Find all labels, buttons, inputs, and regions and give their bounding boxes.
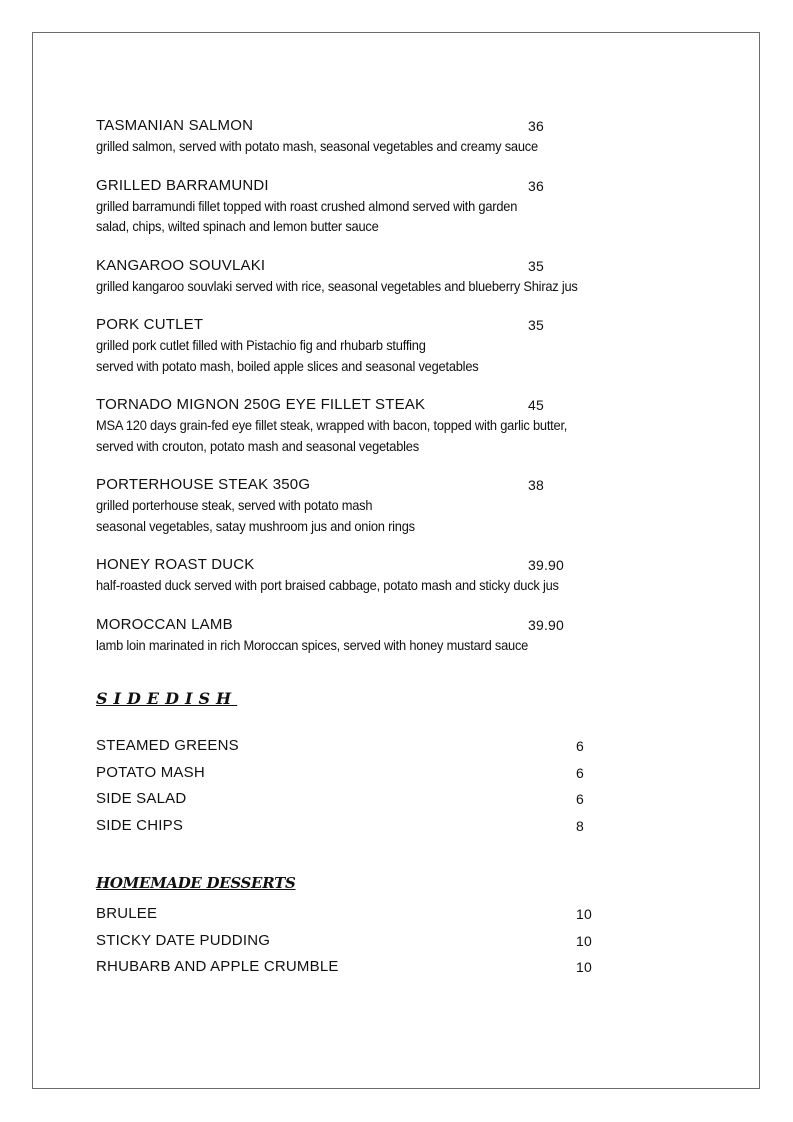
- dish-header: [96, 176, 736, 196]
- dish-name: TORNADO MIGNON 250G EYE FILLET STEAK: [96, 396, 426, 413]
- dish-header: [96, 615, 736, 635]
- dish-price: 39.90: [528, 557, 565, 573]
- dish-item: [96, 176, 736, 237]
- dish-description: [96, 635, 736, 656]
- item-price: 10: [576, 906, 592, 922]
- dish-description-line: served with crouton, potato mash and seasonal vegetables: [96, 437, 419, 454]
- dish-description-line: salad, chips, wilted spinach and lemon butter sauce: [96, 218, 379, 234]
- item-price: 10: [576, 959, 592, 976]
- dish-item: [96, 116, 736, 157]
- item-price: 8: [576, 818, 584, 835]
- dish-name: MOROCCAN LAMB: [96, 615, 233, 633]
- desserts-section-title: HOMEMADE DESSERTS: [96, 874, 296, 892]
- item-name: POTATO MASH: [96, 763, 205, 781]
- item-name: STEAMED GREENS: [96, 737, 239, 754]
- list-item: [96, 904, 616, 931]
- list-item: [96, 789, 616, 816]
- list-item: [96, 957, 616, 984]
- dish-price: 35: [528, 257, 544, 274]
- dish-price: 45: [528, 397, 544, 413]
- item-price: 6: [576, 738, 584, 754]
- dish-description: [96, 196, 736, 237]
- item-name: STICKY DATE PUDDING: [96, 931, 271, 949]
- dish-item: [96, 555, 736, 596]
- main-dishes-list: [96, 116, 736, 674]
- item-name: SIDE CHIPS: [96, 817, 184, 835]
- dish-description: [96, 335, 736, 376]
- dish-description: [96, 415, 736, 456]
- dish-description-line: lamb loin marinated in rich Moroccan spices, served with honey mustard sauce: [96, 636, 529, 653]
- dish-name: HONEY ROAST DUCK: [96, 556, 255, 573]
- sidedish-list: [96, 736, 616, 843]
- dish-item: [96, 395, 736, 456]
- list-item: [96, 763, 616, 790]
- dish-header: [96, 395, 736, 415]
- item-name: SIDE SALAD: [96, 790, 187, 808]
- dish-item: [96, 256, 736, 297]
- dish-description: [96, 276, 736, 297]
- dish-header: [96, 475, 736, 495]
- dish-description-line: grilled barramundi fillet topped with roast crushed almond served with garden: [96, 197, 518, 214]
- dish-description-line: half-roasted duck served with port braised cabbage, potato mash and sticky duck jus: [96, 577, 559, 593]
- dish-price: 39.90: [528, 616, 565, 633]
- dish-description-line: MSA 120 days grain-fed eye fillet steak, wrapped with bacon, topped with garlic butter,: [96, 417, 568, 433]
- dish-header: [96, 315, 736, 335]
- dish-item: [96, 315, 736, 376]
- dish-price: 36: [528, 177, 544, 194]
- dish-header: [96, 256, 736, 276]
- dish-price: 36: [528, 118, 544, 134]
- item-name: RHUBARB AND APPLE CRUMBLE: [96, 958, 339, 976]
- dish-name: KANGAROO SOUVLAKI: [96, 256, 266, 274]
- desserts-list: [96, 904, 616, 984]
- sidedish-section-title: SIDEDISH: [96, 689, 238, 708]
- dish-description: [96, 495, 736, 536]
- dish-name: TASMANIAN SALMON: [96, 117, 254, 134]
- item-name: BRULEE: [96, 905, 158, 922]
- list-item: [96, 931, 616, 958]
- dish-description-line: served with potato mash, boiled apple slices and seasonal vegetables: [96, 357, 479, 374]
- dish-name: GRILLED BARRAMUNDI: [96, 176, 269, 194]
- dish-description-line: seasonal vegetables, satay mushroom jus and onion rings: [96, 517, 415, 534]
- dish-description-line: grilled salmon, served with potato mash, seasonal vegetables and creamy sauce: [96, 138, 538, 154]
- dish-header: [96, 555, 736, 575]
- dish-description-line: grilled kangaroo souvlaki served with rice, seasonal vegetables and blueberry Shiraz jus: [96, 277, 578, 294]
- dish-name: PORTERHOUSE STEAK 350G: [96, 476, 311, 493]
- dish-item: [96, 615, 736, 656]
- list-item: [96, 736, 616, 763]
- dish-description: [96, 136, 736, 157]
- dish-header: [96, 116, 736, 136]
- dish-description-line: grilled pork cutlet filled with Pistachio fig and rhubarb stuffing: [96, 337, 426, 353]
- dish-price: 35: [528, 317, 544, 333]
- dish-description-line: grilled porterhouse steak, served with potato mash: [96, 497, 373, 513]
- item-price: 6: [576, 791, 584, 808]
- list-item: [96, 816, 616, 843]
- dish-item: [96, 475, 736, 536]
- dish-name: PORK CUTLET: [96, 316, 204, 333]
- item-price: 10: [576, 932, 592, 949]
- item-price: 6: [576, 764, 584, 781]
- dish-price: 38: [528, 477, 544, 493]
- dish-description: [96, 575, 736, 596]
